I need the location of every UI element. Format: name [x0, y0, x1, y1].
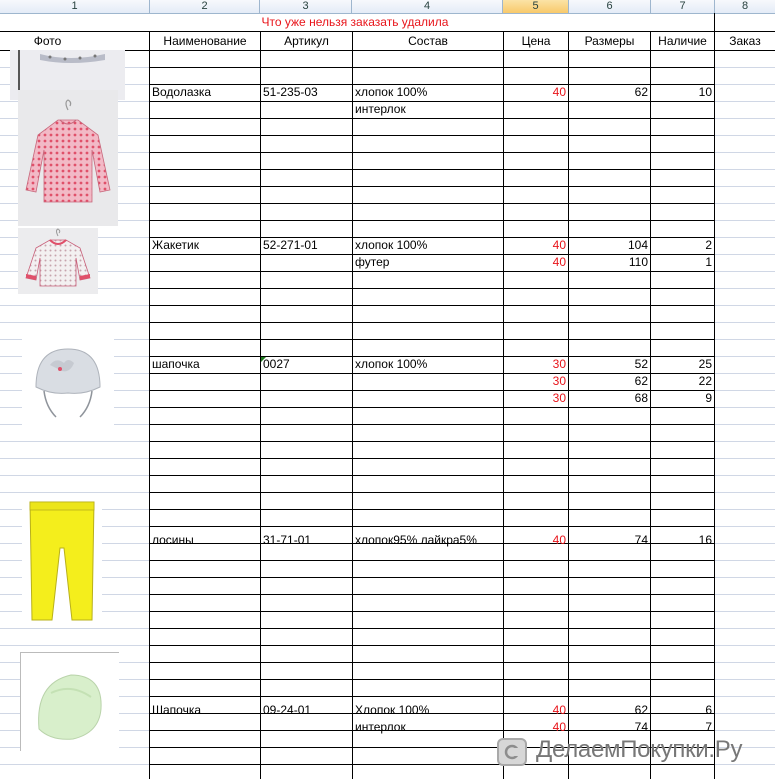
cell-size[interactable]: 74: [634, 720, 648, 734]
grey-hat-image: [22, 335, 114, 427]
column-header-bar: [0, 0, 775, 14]
site-watermark: [496, 735, 766, 769]
product-photo-pink-top[interactable]: [18, 90, 118, 226]
cell-composition[interactable]: хлопок 100%: [355, 238, 428, 252]
header-sizes[interactable]: Размеры: [584, 34, 635, 48]
cell-size[interactable]: 110: [628, 255, 648, 269]
header-price[interactable]: Цена: [521, 34, 551, 48]
cell-stock[interactable]: 7: [705, 720, 712, 734]
cell-composition[interactable]: хлопок 100%: [355, 357, 428, 371]
cell-price[interactable]: 40: [552, 720, 566, 734]
green-hat-image: [21, 653, 119, 751]
product-photo-grey-hat[interactable]: [22, 335, 114, 427]
col-header-8[interactable]: 8: [715, 0, 775, 13]
header-stock[interactable]: Наличие: [658, 34, 707, 48]
col-header-3[interactable]: 3: [260, 0, 352, 13]
cell-article[interactable]: 51-235-03: [263, 85, 318, 99]
pink-top-image: [18, 90, 118, 226]
cell-price[interactable]: 30: [552, 374, 566, 388]
jacket-image: [18, 228, 98, 294]
header-name[interactable]: Наименование: [163, 34, 247, 48]
header-foto[interactable]: Фото: [33, 34, 62, 48]
cell-composition[interactable]: хлопок 100%: [355, 85, 428, 99]
cell-price[interactable]: 30: [552, 391, 566, 405]
cell-name[interactable]: шапочка: [152, 357, 200, 371]
cell-stock[interactable]: 22: [698, 374, 712, 388]
cell-article[interactable]: 52-271-01: [263, 238, 318, 252]
cell-size[interactable]: 62: [634, 374, 648, 388]
cell-price[interactable]: 40: [552, 85, 566, 99]
col-header-1[interactable]: 1: [0, 0, 150, 13]
product-photo-green-hat[interactable]: [20, 652, 119, 751]
cell-article[interactable]: 0027: [263, 357, 290, 371]
product-photo-jacket[interactable]: [18, 228, 98, 294]
cell-name[interactable]: лосины: [152, 533, 194, 547]
cell-composition[interactable]: футер: [355, 255, 390, 269]
cell-stock[interactable]: 6: [705, 703, 712, 717]
watermark-text: ДелаемПокупки.Ру: [536, 736, 743, 763]
cell-price[interactable]: 30: [552, 357, 566, 371]
sheet-title[interactable]: Что уже нельзя заказать удалила: [261, 15, 449, 29]
cell-stock[interactable]: 1: [705, 255, 712, 269]
cell-stock[interactable]: 25: [698, 357, 712, 371]
cell-size[interactable]: 104: [627, 238, 648, 252]
cell-stock[interactable]: 10: [698, 85, 712, 99]
col-header-4[interactable]: 4: [352, 0, 503, 13]
header-article[interactable]: Артикул: [284, 34, 329, 48]
cell-stock[interactable]: 2: [705, 238, 712, 252]
cell-size[interactable]: 74: [634, 533, 648, 547]
cell-size[interactable]: 62: [634, 703, 648, 717]
header-composition[interactable]: Состав: [408, 34, 448, 48]
col-header-5[interactable]: 5: [503, 0, 569, 13]
col-header-6[interactable]: 6: [569, 0, 651, 13]
cell-composition[interactable]: интерлок: [355, 102, 406, 116]
cell-name[interactable]: Водолазка: [152, 85, 212, 99]
cell-price[interactable]: 40: [552, 703, 566, 717]
cell-size[interactable]: 52: [634, 357, 648, 371]
cell-size[interactable]: 68: [634, 391, 648, 405]
cell-article[interactable]: 31-71-01: [263, 533, 312, 547]
cell-stock[interactable]: 9: [705, 391, 712, 405]
cell-price[interactable]: 40: [552, 238, 566, 252]
cell-size[interactable]: 62: [634, 85, 648, 99]
header-order[interactable]: Заказ: [729, 34, 761, 48]
cell-name[interactable]: Шапочка: [152, 703, 202, 717]
cell-price[interactable]: 40: [552, 533, 566, 547]
cell-name[interactable]: Жакетик: [152, 238, 199, 252]
cell-article[interactable]: 09-24-01: [263, 703, 312, 717]
yellow-leggings-image: [22, 496, 102, 626]
col-header-2[interactable]: 2: [150, 0, 260, 13]
product-photo-leggings[interactable]: [22, 496, 102, 626]
cell-price[interactable]: 40: [552, 255, 566, 269]
cell-composition[interactable]: хлопок95% лайкра5%: [355, 533, 477, 547]
cell-composition[interactable]: Хлопок 100%: [355, 703, 430, 717]
cell-composition[interactable]: интерлок: [355, 720, 406, 734]
cell-stock[interactable]: 16: [698, 533, 712, 547]
cell-comment-marker: [261, 357, 266, 362]
col-header-7[interactable]: 7: [651, 0, 715, 13]
